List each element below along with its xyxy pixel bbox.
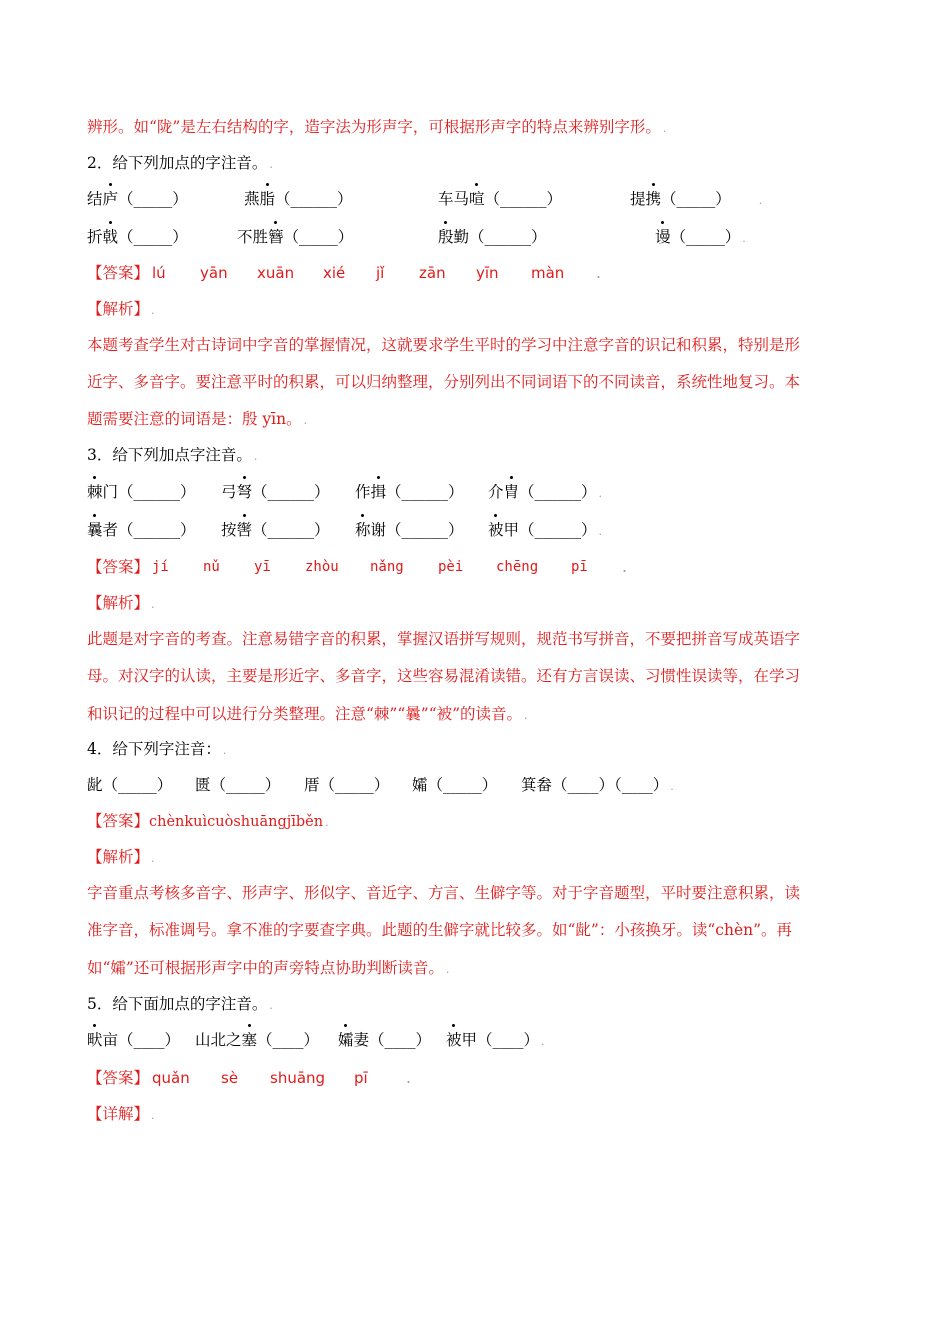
q3-title: 3．给下列加点字注音。 . (87, 446, 258, 464)
pinyin: yī (254, 559, 271, 575)
q4-title-text: 4．给下列字注音： (87, 740, 221, 758)
pinyin: nǔ (203, 559, 220, 575)
pinyin: pī (354, 1069, 368, 1087)
q2-analysis-tag: 【解析】 . (87, 300, 155, 318)
pinyin: chènkuìcuòshuāngjīběn (149, 814, 324, 830)
answer-tag: 【答案】 (87, 812, 150, 830)
q2-item: 提携（_____） . (630, 190, 763, 208)
pinyin: jǐ (376, 264, 385, 282)
q5-item: 孀妻（____） (338, 1031, 432, 1049)
q2-item: 车马喧（______） (438, 190, 563, 208)
pinyin: yīn (476, 264, 499, 282)
q4-item: 箕畚（____）（____） . (521, 776, 674, 794)
q2-item: 谩（_____） . (655, 228, 746, 246)
q2-analysis-line: 近字、多音字。要注意平时的积累，可以归纳整理，分别列出不同词语下的不同读音，系统性地复习。本 (87, 373, 801, 391)
q4-item: 厝（_____） (304, 776, 390, 794)
q2-analysis-line: 题需要注意的词语是：殷 yīn。 . (87, 410, 308, 428)
pinyin: sè (221, 1069, 239, 1087)
intro-line: 辨形。如“陇”是左右结构的字，造字法为形声字，可根据形声字的特点来辨别字形。 . (87, 118, 667, 136)
q3-analysis-line: 此题是对字音的考查。注意易错字音的积累，掌握汉语拼写规则，规范书写拼音，不要把拼音写成英语字 (87, 630, 801, 648)
q3-item: 弓弩（______） (221, 483, 330, 501)
q4-answer: 【答案】chènkuìcuòshuāngjīběn . (87, 812, 329, 830)
q4-item: 匮（_____） (195, 776, 281, 794)
q3-analysis-line: 和识记的过程中可以进行分类整理。注意“棘”“曩”“被”的读音。 . (87, 705, 528, 723)
q4-analysis-tag: 【解析】 . (87, 848, 155, 866)
q5-detail-tag: 【详解】 . (87, 1105, 155, 1123)
q2-title-text: 2．给下列加点的字注音。 (87, 154, 268, 172)
answer-tag: 【答案】 (87, 558, 150, 576)
q2-item: 殷勤（______） (438, 228, 547, 246)
q3-item: 作揖（______） (355, 483, 464, 501)
q2-item: 结庐（_____） (87, 190, 188, 208)
q2-analysis-line: 本题考查学生对古诗词中字音的掌握情况，这就要求学生平时的学习中注意字音的识记和积累，特别是形 (87, 336, 801, 354)
pinyin: zhòu (305, 559, 339, 575)
q2-item: 折戟（_____） (87, 228, 188, 246)
q5-title: 5．给下面加点的字注音。 . (87, 995, 273, 1013)
q3-item: 被甲（______） . (488, 521, 603, 539)
q3-item: 称谢（______） (355, 521, 464, 539)
pinyin: pèi (438, 559, 464, 575)
q5-title-text: 5．给下面加点的字注音。 (87, 995, 268, 1013)
pinyin: pī (571, 559, 588, 575)
pinyin: zān (419, 264, 446, 282)
q3-item: 曩者（______） (87, 521, 196, 539)
q3-item: 棘门（______） (87, 483, 196, 501)
q5-item: 畎亩（____） (87, 1031, 181, 1049)
answer-tag: 【答案】 (87, 264, 150, 282)
answer-tag: 【答案】 (87, 1069, 150, 1087)
q3-analysis-tag: 【解析】 . (87, 594, 155, 612)
pinyin: nǎng (370, 559, 404, 575)
q2-item: 不胜簪（_____） (237, 228, 354, 246)
q3-item: 按辔（______） (221, 521, 330, 539)
pinyin: jí (152, 559, 169, 575)
q4-item: 孀（_____） (412, 776, 498, 794)
q4-analysis-line: 如“孀”还可根据形声字中的声旁特点协助判断读音。 . (87, 959, 450, 977)
pinyin: xuān (257, 264, 295, 282)
pinyin: shuāng (270, 1069, 326, 1087)
pinyin: chēng (496, 559, 539, 575)
q2-item: 燕脂（______） (244, 190, 353, 208)
q5-item: 山北之塞（____） (195, 1031, 320, 1049)
q3-item: 介胄（______） . (488, 483, 603, 501)
pinyin: màn (531, 264, 565, 282)
pinyin: lú (152, 264, 166, 282)
q4-analysis-line: 字音重点考核多音字、形声字、形似字、音近字、方言、生僻字等。对于字音题型，平时要注意积累，读 (87, 884, 801, 902)
q3-analysis-line: 母。对汉字的认读，主要是形近字、多音字，这些容易混淆读错。还有方言误读、习惯性误读等，在学习 (87, 667, 801, 685)
q3-title-text: 3．给下列加点字注音。 (87, 446, 252, 464)
pinyin: xié (323, 264, 346, 282)
intro-text: 辨形。如“陇”是左右结构的字，造字法为形声字，可根据形声字的特点来辨别字形。 (87, 118, 661, 136)
q4-item: 龀（_____） (87, 776, 173, 794)
pinyin: quǎn (152, 1069, 190, 1087)
q2-title: 2．给下列加点的字注音。 . (87, 154, 273, 172)
q5-item: 被甲（____） . (446, 1031, 545, 1049)
q4-title: 4．给下列字注音： . (87, 740, 227, 758)
q4-analysis-line: 准字音，标准调号。拿不准的字要查字典。此题的生僻字就比较多。如“龀”：小孩换牙。读“chèn”。再 (87, 921, 793, 939)
pinyin: yān (200, 264, 228, 282)
